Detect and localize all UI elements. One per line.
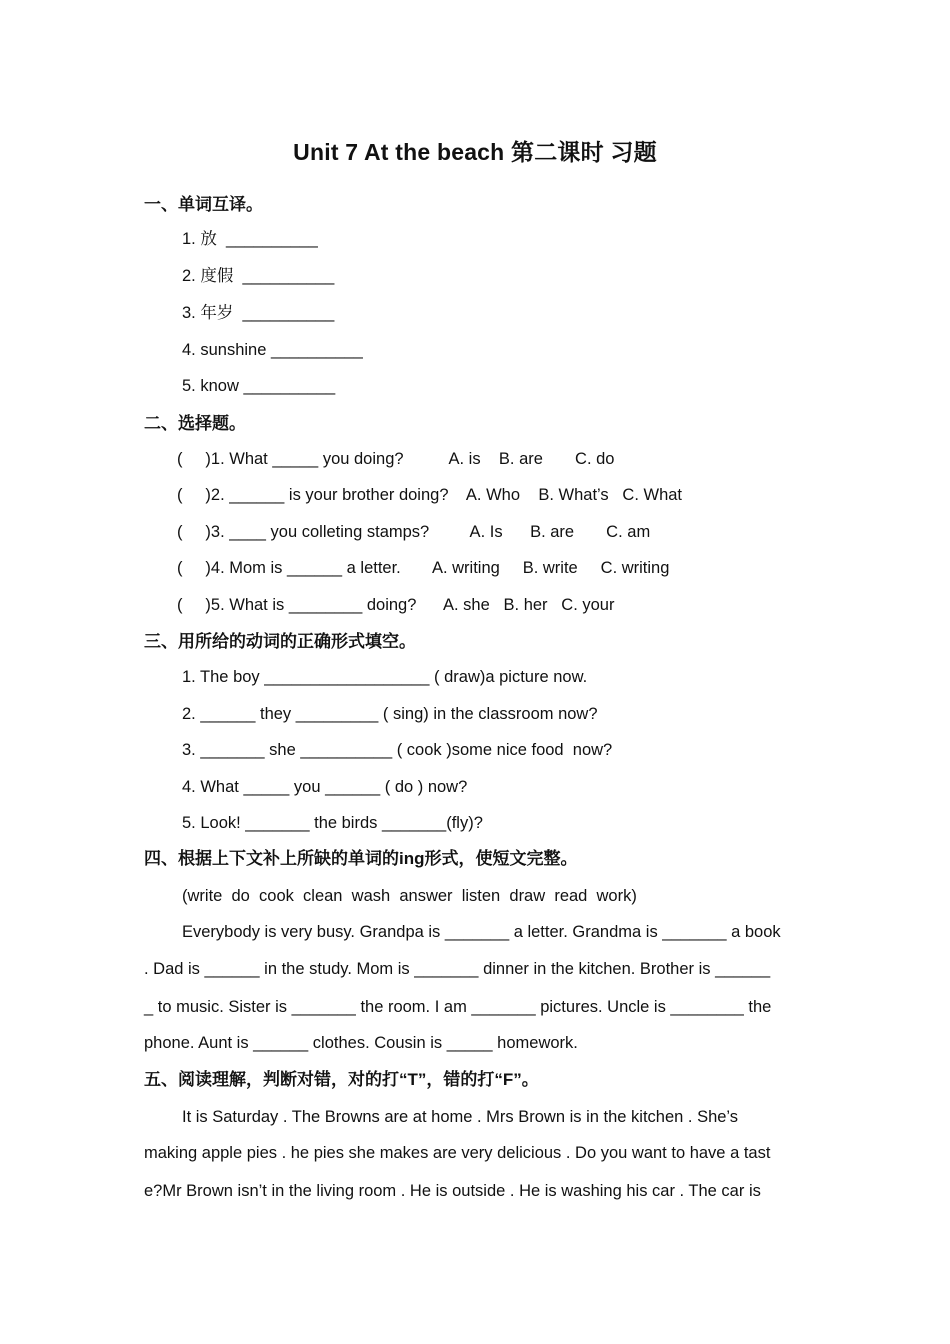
section4-passage-line-1: Everybody is very busy. Grandpa is _______ a letter. Grandma is _______ a book bbox=[182, 923, 781, 941]
section1-item-1: 1. 放 __________ bbox=[182, 230, 318, 248]
page-title: Unit 7 At the beach 第二课时 习题 bbox=[293, 139, 657, 165]
section3-item-1: 1. The boy __________________ ( draw)a picture now. bbox=[182, 668, 588, 686]
section4-word-bank: (write do cook clean wash answer listen draw read work) bbox=[182, 887, 637, 905]
section2-item-2: ( )2. ______ is your brother doing? A. Who B. What’s C. What bbox=[177, 486, 683, 504]
section2-item-3: ( )3. ____ you colleting stamps? A. Is B. are C. am bbox=[177, 523, 651, 541]
section4-passage-line-3: _ to music. Sister is _______ the room. I am _______ pictures. Uncle is ________ the bbox=[144, 998, 772, 1016]
section1-heading: 一、单词互译。 bbox=[144, 195, 263, 214]
section1-item-3: 3. 年岁 __________ bbox=[182, 304, 335, 322]
section3-item-3: 3. _______ she __________ ( cook )some nice food now? bbox=[182, 741, 613, 759]
section2-item-1: ( )1. What _____ you doing? A. is B. are C. do bbox=[177, 450, 615, 468]
section3-heading: 三、用所给的动词的正确形式填空。 bbox=[144, 632, 416, 651]
section1-item-4: 4. sunshine __________ bbox=[182, 341, 363, 359]
section5-passage-line-1: It is Saturday . The Browns are at home . Mrs Brown is in the kitchen . She’s bbox=[182, 1108, 739, 1126]
section2-item-5: ( )5. What is ________ doing? A. she B. her C. your bbox=[177, 596, 615, 614]
section3-item-2: 2. ______ they _________ ( sing) in the classroom now? bbox=[182, 705, 598, 723]
section3-item-5: 5. Look! _______ the birds _______(fly)? bbox=[182, 814, 483, 832]
section1-item-2: 2. 度假 __________ bbox=[182, 267, 335, 285]
section4-heading: 四、根据上下文补上所缺的单词的ing形式，使短文完整。 bbox=[144, 849, 578, 868]
section5-heading: 五、阅读理解，判断对错，对的打“T”，错的打“F”。 bbox=[144, 1070, 539, 1089]
section1-item-5: 5. know __________ bbox=[182, 377, 336, 395]
section3-item-4: 4. What _____ you ______ ( do ) now? bbox=[182, 778, 468, 796]
section5-passage-line-3: e?Mr Brown isn’t in the living room . He is outside . He is washing his car . The car is bbox=[144, 1182, 761, 1200]
section5-passage-line-2: making apple pies . he pies she makes are very delicious . Do you want to have a tast bbox=[144, 1144, 771, 1162]
section2-item-4: ( )4. Mom is ______ a letter. A. writing B. write C. writing bbox=[177, 559, 670, 577]
section4-passage-line-4: phone. Aunt is ______ clothes. Cousin is _____ homework. bbox=[144, 1034, 578, 1052]
section4-passage-line-2: . Dad is ______ in the study. Mom is _______ dinner in the kitchen. Brother is ______ bbox=[144, 960, 771, 978]
section2-heading: 二、选择题。 bbox=[144, 414, 246, 433]
